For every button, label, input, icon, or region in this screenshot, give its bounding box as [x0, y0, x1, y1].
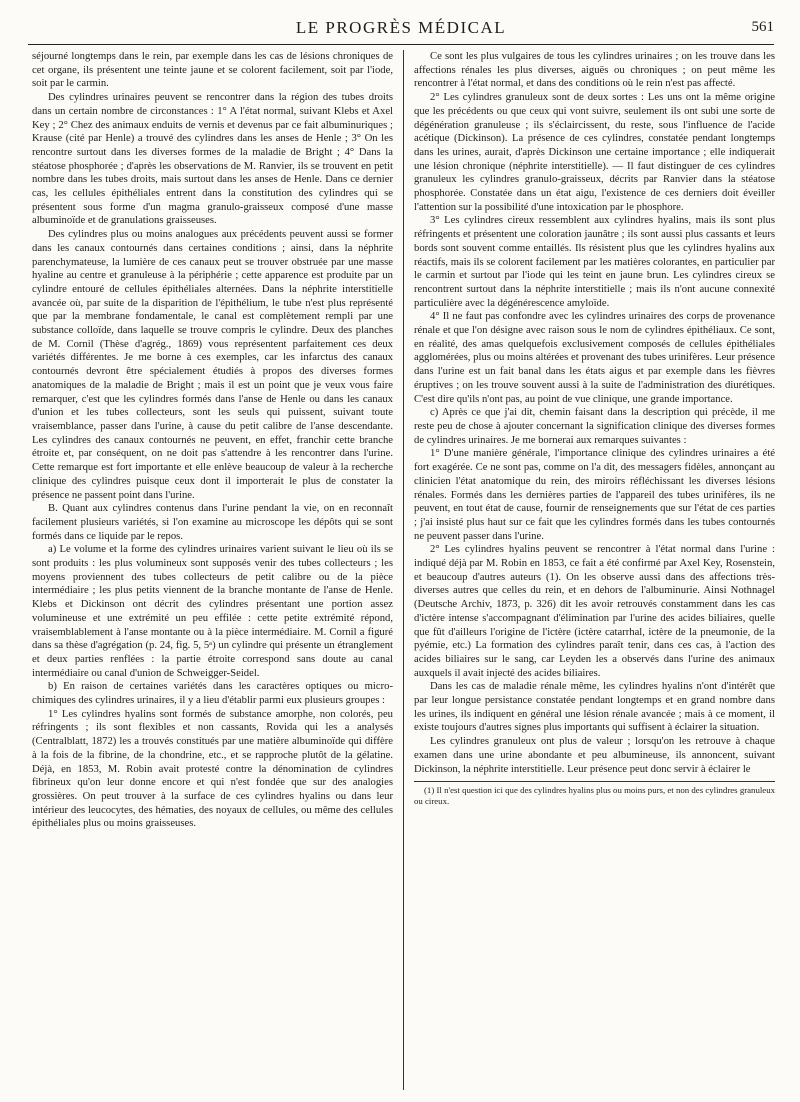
- paragraph: Des cylindres plus ou moins analogues aux précédents peuvent aussi se former dans les canaux contournés dans certaines conditions ; ainsi, dans la néphrite parenchymateuse, la lumière de ces canaux peut se trouver obstruée par une masse hyaline au centre et granuleuse à la périphérie ; cette apparence est produite par un cylindre entouré de cellules épithéliales alternées. Dans la néphrite interstitielle avancée où, par suite de la disparition de l'épithélium, le tube n'est plus représenté que par la membrane fondamentale, le canal est complètement rempli par une substance colloïde, dans laquelle se trouve compris le cylindre. Deux des planches de M. Cornil (Thèse d'agrég., 1869) vous représentent parfaitement ces deux variétés différentes. Je me borne à ces exemples, car les infarctus des canaux contournés devront être spécialement étudiés à propos des diverses formes anatomiques de la maladie de Bright ; mais il est un point que je veux vous faire remarquer, c'est que les cylindres formés dans l'anse de Henle ou dans les canaux d'union et les tubes collecteurs, sont les seuls qui puissent, suivant toute vraisemblance, passer dans l'urine, à cause du petit calibre de l'anse descendante. Les cylindres des canaux contournés ne peuvent, en effet, franchir cette branche étroite et, par conséquent, on ne doit pas s'attendre à les rencontrer dans l'urine. Cette remarque est fort importante et elle enlève beaucoup de valeur à la recherche clinique des cylindres puisque ceux dont il importerait le plus de constater la présence ne passent point dans l'urine.: [32, 229, 393, 501]
- journal-title: LE PROGRÈS MÉDICAL: [295, 18, 507, 37]
- paragraph: a) Le volume et la forme des cylindres urinaires varient suivant le lieu où ils se sont produits : les plus volumineux sont supposés venir des tubes collecteurs ; les moyens proviennent des tubes collecteurs de petit calibre ou de la pièce intermédiaire ; les plus petits viennent de la branche montante de l'anse de Henle. Klebs et Dickinson ont décrit des cylindres présentant une portion assez volumineuse et une extrémité un peu effilée : cette petite extrémité répond, vraisemblablement à l'anse montante ou à la pièce intermédiaire. M. Cornil a figuré dans sa thèse d'agrégation (p. 24, fig. 5, 5ᵃ) un cylindre qui présente un étranglement et deux parties renflées : la partie étroite correspond sans doute au canal intermédiaire ou canal d'union de Schweigger-Seidel.: [32, 544, 393, 679]
- running-header: [28, 18, 774, 45]
- paragraph: Dans les cas de maladie rénale même, les cylindres hyalins n'ont d'intérêt que par leur longue persistance constatée pendant longtemps et en grand nombre dans les urines, ils indiquent en général une lésion rénale avancée ; mais à ce moment, il existe toujours d'autres signes plus importants qui suffisent à éclairer la situation.: [414, 681, 775, 734]
- right-column: [414, 50, 775, 1090]
- page-number: 561: [751, 19, 774, 35]
- paragraph: 1° D'une manière générale, l'importance clinique des cylindres urinaires a été fort exagérée. Ce ne sont pas, comme on l'a dit, des messagers fidèles, annonçant au clinicien l'état anatomique du rein, des miroirs réfléchissant les diverses lésions rénales. Formés dans les dernières parties de l'appareil des tubes urinifères, ils ne peuvent, en tout état de cause, fournir de renseignements que sur l'état de ces parties ; j'ai insisté plus haut sur ce fait que les cylindres formés dans les tubes contournés ne peuvent passer dans l'urine.: [414, 448, 775, 542]
- column-divider: [403, 50, 404, 1090]
- footnote: (1) Il n'est question ici que des cylindres hyalins plus ou moins purs, et non des cylindres granuleux ou cireux.: [414, 785, 775, 807]
- paragraph: 1° Les cylindres hyalins sont formés de substance amorphe, non colorés, peu réfringents ; ils sont flexibles et non cassants, Rovida qui les a analysés (Centralblatt, 1872) les a trouvés constitués par une matière albuminoïde qui diffère à la fois de la fibrine, de la chondrine, etc., et se rapproche plutôt de la gélatine. Déjà, en 1853, M. Robin avait protesté contre la dénomination de cylindres fibrineux qu'on leur donne encore et qui n'est fondée que sur des analogies grossières. On peut trouver à la surface de ces cylindres hyalins ou dans leur intérieur des leucocytes, des hématies, des noyaux de cellules, ou même des cellules épithéliales plus ou moins graisseuses.: [32, 708, 393, 830]
- paragraph: 4° Il ne faut pas confondre avec les cylindres urinaires des corps de provenance rénale et que l'on désigne avec raison sous le nom de cylindres épithéliaux. Ce sont, en réalité, des amas quelquefois exclusivement composés de cellules épithéliales agglomérées, plus ou moins altérées et provenant des tubes urinifères. Leur présence dans l'urine est un fait banal dans les états aigus et par exemple dans les fièvres éruptives ; on les trouve souvent aussi à la suite de l'administration des diurétiques. C'est dire qu'ils n'ont pas, au point de vue clinique, une grande importance.: [414, 311, 775, 405]
- paragraph: Des cylindres urinaires peuvent se rencontrer dans la région des tubes droits dans un certain nombre de circonstances : 1° A l'état normal, suivant Klebs et Axel Key ; 2° Chez des animaux enduits de vernis et devenus par ce fait albuminuriques ; Krause (cité par Henle) a trouvé des cylindres dans les anses de Henle ; 3° On les rencontre surtout dans les diverses formes de la maladie de Bright ; 4° Dans la stéatose phosphorée ; d'après les observations de M. Ranvier, ils se trouvent en petit nombre dans les tubes droits, mais surtout dans les anses de Henle. Dans ce dernier cas, les cellules épithéliales entrent dans la constitution des cylindres qui se présentent sous forme d'un magma granulo-graisseux composé d'une masse albuminoïde et de granulations graisseuses.: [32, 92, 393, 227]
- paragraph: Les cylindres granuleux ont plus de valeur ; lorsqu'on les retrouve à chaque examen dans une urine abondante et peu albumineuse, ils annoncent, suivant Dickinson, la néphrite interstitielle. Leur présence peut donc servir à éclairer le: [414, 736, 775, 775]
- paragraph: B. Quant aux cylindres contenus dans l'urine pendant la vie, on en reconnaît facilement plusieurs variétés, si l'on examine au microscope les dépôts qui se sont formés dans ce liquide par le repos.: [32, 503, 393, 542]
- paragraph: b) En raison de certaines variétés dans les caractères optiques ou micro-chimiques des cylindres urinaires, il y a lieu d'établir parmi eux plusieurs groupes :: [32, 681, 393, 707]
- paragraph: 2° Les cylindres hyalins peuvent se rencontrer à l'état normal dans l'urine : indiqué déjà par M. Robin en 1853, ce fait a été confirmé par Axel Key, Rosenstein, et beaucoup d'autres auteurs (1). On les observe aussi dans des affections très-diverses autres que celles du rein, et en dehors de l'albuminurie. Ainsi Nothnagel (Deutsche Archiv, 1873, p. 326) dit les avoir retrouvés constamment dans les cas d'ictère intense s'accompagnant d'élimination par l'urine des acides biliaires, quelle que fût d'ailleurs l'origine de l'ictère (ictère catarrhal, ictère de la pneumonie, de la pyémie, etc.) La formation des cylindres paraît tenir, dans ces cas, à l'action des acides biliaires sur le sang, car Leyden les a observés dans l'urine des animaux auxquels il avait injecté des acides biliaires.: [414, 544, 775, 679]
- paragraph: 2° Les cylindres granuleux sont de deux sortes : Les uns ont la même origine que les précédents ou que ceux qui vont suivre, seulement ils ont subi une sorte de dégénération granuleuse ; ils s'éclaircissent, du reste, sous l'influence de l'acide acétique (Dickinson). La présence de ces cylindres, constatée pendant longtemps dans les urines, aurait, d'après Dickinson une certaine importance ; elle indiquerait une lésion chronique (néphrite interstitielle). — Il faut distinguer de ces cylindres granuleux les cylindres granulo-graisseux, décrits par Ranvier dans la stéatose phosphorée. Constatée dans un état aigu, l'existence de ces derniers doit éveiller l'attention sur la possibilité d'une intoxication par le phosphore.: [414, 92, 775, 213]
- paragraph: 3° Les cylindres cireux ressemblent aux cylindres hyalins, mais ils sont plus réfringents et présentent une coloration jaunâtre ; ils sont aussi plus cassants et leurs bords sont souvent comme entaillés. Ils résistent plus que les cylindres hyalins aux réactifs, mais ils se colorent facilement par les matières colorantes, en particulier par le carmin et surtout par l'iode qui les teint en jaune brun. Les cylindres cireux se rencontrent surtout dans la néphrite interstitielle ; mais ils n'ont aucune connexité particulière avec la dégénérescence amyloïde.: [414, 215, 775, 309]
- paragraph: séjourné longtemps dans le rein, par exemple dans les cas de lésions chroniques de cet organe, ils présentent une teinte jaune et se colorent facilement, soit par l'iode, soit par le carmin.: [32, 51, 393, 90]
- left-column: [32, 50, 393, 1090]
- paragraph: c) Après ce que j'ai dit, chemin faisant dans la description qui précède, il me reste peu de chose à ajouter concernant la signification clinique des diverses formes de cylindres urinaires. Je me bornerai aux remarques suivantes :: [414, 407, 775, 446]
- footnote-rule: [414, 781, 775, 807]
- paragraph: Ce sont les plus vulgaires de tous les cylindres urinaires ; on les trouve dans les affections rénales les plus diverses, aiguës ou chroniques ; on peut même les rencontrer à l'état normal, et dans des conditions où le rein n'est pas affecté.: [414, 51, 775, 90]
